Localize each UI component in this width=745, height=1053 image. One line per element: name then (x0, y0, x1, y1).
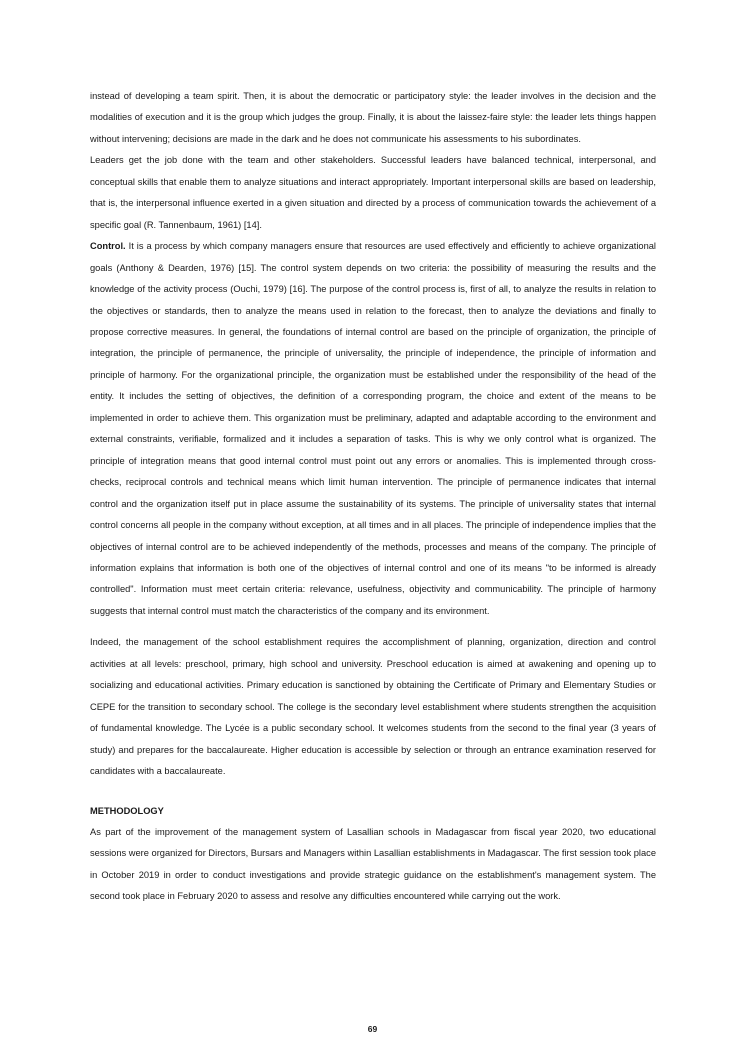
paragraph-control (90, 236, 656, 622)
section-title-methodology: METHODOLOGY (90, 805, 164, 816)
paragraph-leaders: Leaders get the job done with the team and other stakeholders. Successful leaders have balanced technical, interpersonal, and conceptual skills that enable them to analyze situations and interact appropriately. Important interpersonal skills are based on leadership, that is, the interpersonal influence exerted in a given situation and directed by a process of communication towards the achievement of a specific goal (R. Tannenbaum, 1961) [14]. (90, 155, 656, 230)
control-text: It is a process by which company managers ensure that resources are used effectively and efficiently to achieve organizational goals (Anthony & Dearden, 1976) [15]. The control system depends on two criteria: the possibility of measuring the results and the knowledge of the activity process (Ouchi, 1979) [16]. The purpose of the control process is, first of all, to analyze the results in relation to the objectives or standards, then to analyze the means used in relation to the forecast, then to analyze the deviations and finally to propose corrective measures. In general, the foundations of internal control are based on the principle of organization, the principle of integration, the principle of permanence, the principle of universality, the principle of independence, the principle of information and principle of harmony. For the organizational principle, the organization must be established under the responsibility of the head of the entity. It includes the setting of objectives, the definition of a corresponding program, the choice and extent of the means to be implemented in order to achieve them. This organization must be preliminary, adapted and adaptable according to the environment and external constraints, verifiable, formalized and it includes a separation of tasks. This is why we only control what is organized. The principle of integration means that good internal control must point out any errors or anomalies. This is implemented through cross-checks, reciprocal controls and technical means which limit human intervention. The principle of permanence indicates that internal control and the organization itself put in place assume the sustainability of its systems. The principle of universality states that internal control concerns all people in the company without exception, at all times and in all places. The principle of independence implies that the objectives of internal control are to be achieved independently of the methods, processes and means of the company. The principle of information explains that information is both one of the objectives of internal control and one of its means "to be informed is already controlled". Information must meet certain criteria: relevance, usefulness, objectivity and communicability. The principle of harmony suggests that internal control must match the characteristics of the company and its environment. (90, 241, 656, 616)
page-number: 69 (367, 1024, 378, 1034)
paragraph-methodology: As part of the improvement of the management system of Lasallian schools in Madagascar from fiscal year 2020, two educational sessions were organized for Directors, Bursars and Managers within Lasallian establishments in Madagascar. The first session took place in October 2019 in order to conduct investigations and provide strategic guidance on the establishment's management system. The second took place in February 2020 to assess and resolve any difficulties encountered while carrying out the work. (90, 826, 656, 902)
paragraph-leadership-styles: instead of developing a team spirit. Then, it is about the democratic or participatory style: the leader involves in the decision and the modalities of execution and it is the group which judges the group. Finally, it is about the laissez-faire style: the leader lets things happen without intervening; decisions are made in the dark and he does not communicate his assessments to his subordinates. (90, 91, 656, 144)
page-body (90, 86, 656, 908)
paragraph-school-management: Indeed, the management of the school establishment requires the accomplishment of planning, organization, direction and control activities at all levels: preschool, primary, high school and university. Preschool education is aimed at awakening and opening up to socializing and educational activities. Primary education is sanctioned by obtaining the Certificate of Primary and Elementary Studies or CEPE for the transition to secondary school. The college is the secondary level establishment where students strengthen the acquisition of fundamental knowledge. The Lycée is a public secondary school. It welcomes students from the second to the final year (3 years of study) and prepares for the baccalaureate. Higher education is accessible by selection or through an entrance examination reserved for candidates with a baccalaureate. (90, 637, 656, 777)
control-heading: Control. (90, 241, 126, 252)
